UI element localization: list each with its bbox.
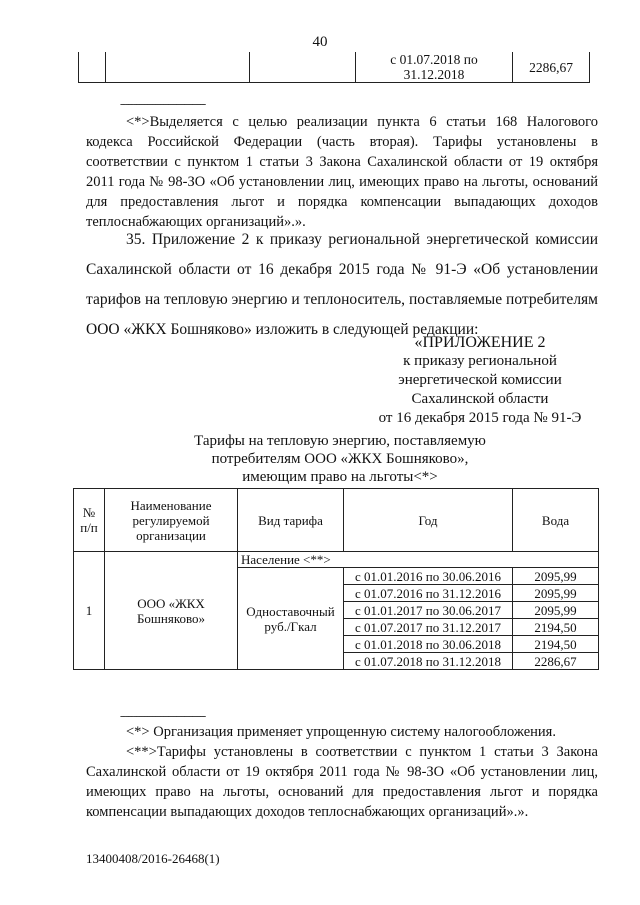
table-title: Тарифы на тепловую энергию, поставляемую потребителям ООО «ЖКХ Бошняково», имеющим право на льготы<*> [194, 433, 486, 485]
org-name: ООО «ЖКХ Бошняково» [105, 552, 238, 670]
group-label: Население <**> [238, 552, 599, 568]
tariff-type: Одноставочный руб./Гкал [238, 568, 344, 670]
footnote-separator-2: -------------------------------- [120, 710, 206, 722]
footnote-2: <*> Организация применяет упрощенную систему налогообложения. [126, 724, 556, 740]
footnote-separator: -------------------------------- [120, 98, 206, 110]
continued-table [78, 52, 590, 83]
table-row-value: 2095,99 [513, 568, 599, 585]
table-row-period: с 01.01.2016 по 30.06.2016 [344, 568, 513, 585]
tariff-table: № п/п Наименование регулируемой организации Вид тарифа Год Вода 1 ООО «ЖКХ Бошняково» Население <**> Одноставочный руб./Гкал с 01.01.2016 по 30.06.2016 2095,99 с 01.07.2016 по 31.12.2016 2095,99 с 01.01.2017 по 30.06.2017 2095,99 с 01.07.2017 по 31.12.2017 2194,50 с 01.01.2018 по 30.06.2018 2194,50 с 01.07.2018 по 31.12.2018 2286,67 [73, 488, 599, 670]
value-cell: 2286,67 [513, 52, 590, 83]
document-code: 13400408/2016-26468(1) [86, 851, 220, 866]
page-number: 40 [312, 34, 328, 50]
row-number: 1 [74, 552, 105, 670]
item-35: 35. Приложение 2 к приказу региональной энергетической комиссии Сахалинской области от 16 декабря 2015 года № 91-Э «Об установлении тарифов на тепловую энергию и теплоноситель, поставляемые потребителям ООО «ЖКХ Бошняково» изложить в следующей редакции: [86, 231, 598, 338]
period-cell: с 01.07.2018 по 31.12.2018 [356, 52, 513, 83]
footnote-1: <*>Выделяется с целью реализации пункта 6 статьи 168 Налогового кодекса Российской Федерации (часть вторая). Тарифы установлены в соответствии с пунктом 1 статьи 3 Закона Сахалинской области от 19 октября 2011 года № 98-ЗО «Об установлении лиц, имеющих право на льготы, оснований для предоставления льгот и порядка компенсации выпадающих доходов теплоснабжающих организаций».». [86, 114, 598, 230]
appendix-header: «ПРИЛОЖЕНИЕ 2 к приказу региональной энергетической комиссии Сахалинской области от 16 декабря 2015 года № 91-Э [378, 334, 582, 426]
footnote-3: <**>Тарифы установлены в соответствии с пунктом 1 статьи 3 Закона Сахалинской области от 19 октября 2011 года № 98-ЗО «Об установлении лиц, имеющих право на льготы, оснований для предоставления льгот и порядка компенсации выпадающих доходов теплоснабжающих организаций».». [86, 744, 598, 820]
